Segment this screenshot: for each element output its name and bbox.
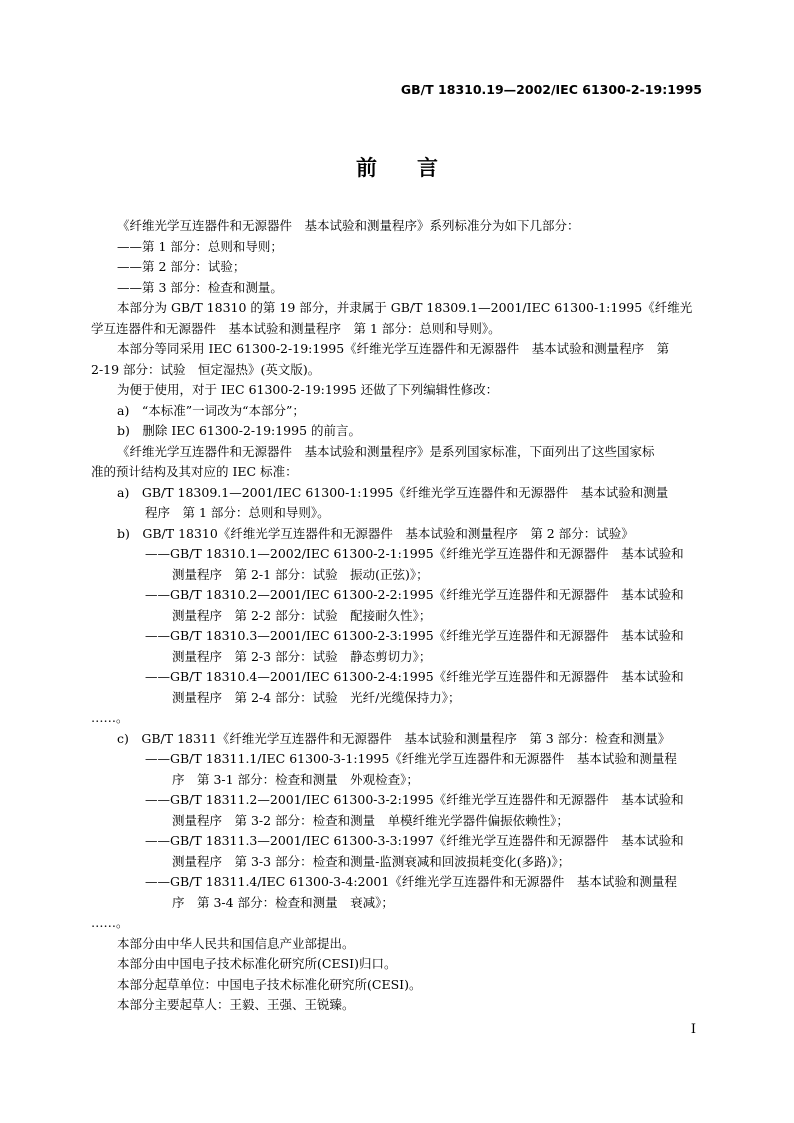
text-line: a) “本标准”一词改为“本部分”； xyxy=(117,402,305,418)
text-line: 本部分为 GB/T 18310 的第 19 部分，并隶属于 GB/T 18309.1—2001/IEC 61300-1:1995《纤维光 xyxy=(117,300,693,315)
page-title: 前言 xyxy=(356,156,478,180)
text-line: 测量程序 第 2-4 部分：试验 光纤/光缆保持力》； xyxy=(172,689,461,705)
text-line: ——GB/T 18310.3—2001/IEC 61300-2-3:1995《纤维光学互连器件和无源器件 基本试验和 xyxy=(145,628,684,643)
text-line: ——GB/T 18311.1/IEC 61300-3-1:1995《纤维光学互连器件和无源器件 基本试验和测量程 xyxy=(145,751,677,766)
text-line: ——GB/T 18311.3—2001/IEC 61300-3-3:1997《纤维光学互连器件和无源器件 基本试验和 xyxy=(145,833,684,848)
page-number: I xyxy=(690,1022,696,1037)
text-line: 序 第 3-4 部分：检查和测量 衰减》； xyxy=(172,894,394,910)
text-line: 本部分起草单位：中国电子技术标准化研究所(CESI)。 xyxy=(117,976,422,992)
text-line: ——GB/T 18310.2—2001/IEC 61300-2-2:1995《纤维光学互连器件和无源器件 基本试验和 xyxy=(145,587,684,602)
text-line: ——GB/T 18310.4—2001/IEC 61300-2-4:1995《纤维光学互连器件和无源器件 基本试验和 xyxy=(145,669,684,684)
text-line: 《纤维光学互连器件和无源器件 基本试验和测量程序》是系列国家标准，下面列出了这些国家标 xyxy=(117,443,655,459)
text-line: 学互连器件和无源器件 基本试验和测量程序 第 1 部分：总则和导则》。 xyxy=(91,320,501,336)
text-line: 测量程序 第 2-2 部分：试验 配接耐久性》； xyxy=(172,607,432,623)
text-line: ……。 xyxy=(91,710,129,725)
text-line: ——第 2 部分：试验； xyxy=(117,259,246,274)
text-line: 程序 第 1 部分：总则和导则》。 xyxy=(145,505,330,520)
text-line: 测量程序 第 3-3 部分：检查和测量-监测衰减和回波损耗变化(多路)》； xyxy=(172,853,571,869)
text-line: a) GB/T 18309.1—2001/IEC 61300-1:1995《纤维光学互连器件和无源器件 基本试验和测量 xyxy=(117,484,669,500)
text-line: 《纤维光学互连器件和无源器件 基本试验和测量程序》系列标准分为如下几部分： xyxy=(117,218,580,233)
foreword-body xyxy=(91,216,705,1016)
text-line: ——GB/T 18311.2—2001/IEC 61300-3-2:1995《纤维光学互连器件和无源器件 基本试验和 xyxy=(145,792,684,807)
standard-number: GB/T 18310.19—2002/IEC 61300-2-19:1995 xyxy=(400,82,702,97)
text-line: b) 删除 IEC 61300-2-19:1995 的前言。 xyxy=(117,423,362,438)
text-line: ——第 1 部分：总则和导则； xyxy=(117,238,283,254)
text-line: 为便于使用，对于 IEC 61300-2-19:1995 还做了下列编辑性修改： xyxy=(117,382,499,397)
text-line: b) GB/T 18310《纤维光学互连器件和无源器件 基本试验和测量程序 第 2 部分：试验》 xyxy=(117,525,634,541)
text-line: 本部分由中国电子技术标准化研究所(CESI)归口。 xyxy=(117,956,397,971)
text-line: 测量程序 第 2-3 部分：试验 静态剪切力》； xyxy=(172,648,432,664)
text-line: ——第 3 部分：检查和测量。 xyxy=(117,279,283,295)
text-line: ……。 xyxy=(91,915,129,930)
text-line: 2-19 部分：试验 恒定湿热》(英文版)。 xyxy=(91,361,321,377)
text-line: 测量程序 第 3-2 部分：检查和测量 单模纤维光学器件偏振依赖性》； xyxy=(172,812,569,828)
text-line: 本部分由中华人民共和国信息产业部提出。 xyxy=(117,935,355,951)
text-line: 本部分主要起草人：王毅、王强、王锐臻。 xyxy=(117,997,355,1012)
text-line: 序 第 3-1 部分：检查和测量 外观检查》； xyxy=(172,771,419,787)
text-line: c) GB/T 18311《纤维光学互连器件和无源器件 基本试验和测量程序 第 3 部分：检查和测量》 xyxy=(117,730,671,746)
text-line: 本部分等同采用 IEC 61300-2-19:1995《纤维光学互连器件和无源器件 基本试验和测量程序 第 xyxy=(117,341,670,356)
text-line: ——GB/T 18310.1—2002/IEC 61300-2-1:1995《纤维光学互连器件和无源器件 基本试验和 xyxy=(145,546,684,561)
text-line: 测量程序 第 2-1 部分：试验 振动(正弦)》； xyxy=(172,566,429,582)
text-line: ——GB/T 18311.4/IEC 61300-3-4:2001《纤维光学互连器件和无源器件 基本试验和测量程 xyxy=(145,874,677,889)
text-line: 准的预计结构及其对应的 IEC 标准： xyxy=(91,464,298,479)
